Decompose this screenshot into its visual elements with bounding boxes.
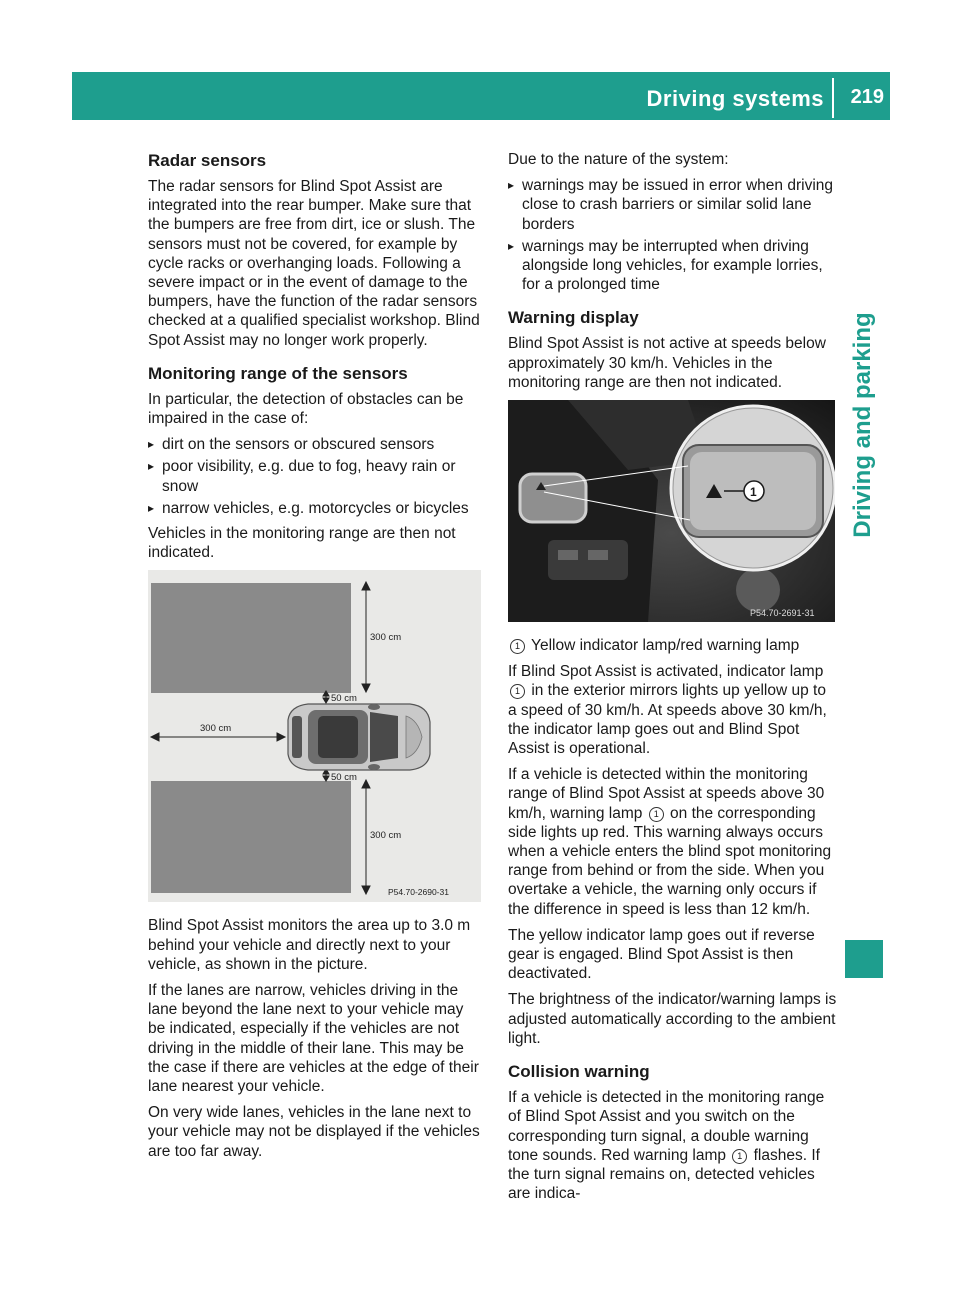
monitoring-intro: In particular, the detection of obstacles can be impaired in the case of: <box>148 390 464 428</box>
dim-label-50-top: 50 cm <box>331 693 357 705</box>
figure-code: P54.70-2690-31 <box>388 887 449 898</box>
dim-label-300-bottom: 300 cm <box>370 830 402 842</box>
header-divider <box>832 78 834 118</box>
chapter-label: Driving and parking <box>849 312 876 538</box>
list-item: ▸ poor visibility, e.g. due to fog, heavy rain or snow <box>148 457 483 495</box>
text-part: If Blind Spot Assist is activated, indicator lamp <box>508 663 824 681</box>
callout-number: 1 <box>750 485 757 500</box>
list-item: ▸ dirt on the sensors or obscured sensors <box>148 435 483 454</box>
text-part: If a vehicle is detected in the monitoring range of Blind Spot Assist and you switch on the corresponding turn signal, a double warning tone sounds. Red warning lamp <box>508 1089 825 1164</box>
dim-label-300-left: 300 cm <box>200 723 232 735</box>
callout-ref: 1 <box>649 807 664 822</box>
vehicle-top-view <box>288 704 430 770</box>
collision-warning-heading: Collision warning <box>508 1062 650 1082</box>
list-item: ▸ warnings may be interrupted when driving alongside long vehicles, for example lorries, for a prolonged time <box>508 237 838 295</box>
photo-code: P54.70-2691-31 <box>750 608 815 619</box>
callout-ref: 1 <box>510 684 525 699</box>
figure-legend <box>508 636 838 655</box>
text-part: in the exterior mirrors lights up yellow up to a speed of 30 km/h. At speeds above 30 km/h, the indicator lamp goes out and Blind Spot Assist is operational. <box>508 682 827 758</box>
nature-intro: Due to the nature of the system: <box>508 151 729 168</box>
left-column <box>148 150 483 1168</box>
collision-warning-text <box>508 1088 838 1203</box>
wide-lanes-text: On very wide lanes, vehicles in the lane next to your vehicle may not be displayed if the vehicles are too far away. <box>148 1104 480 1160</box>
text-part: flashes. If the turn signal remains on, detected vehicles are indica- <box>508 1146 820 1203</box>
list-item: ▸ narrow vehicles, e.g. motorcycles or bicycles <box>148 499 483 518</box>
warning-display-heading: Warning display <box>508 308 639 328</box>
header-bar <box>72 72 890 120</box>
monitoring-range-diagram <box>148 570 481 902</box>
reverse-gear-text: The yellow indicator lamp goes out if reverse gear is engaged. Blind Spot Assist is then deactivated. <box>508 926 815 983</box>
chapter-marker <box>845 940 883 978</box>
legend-number: 1 <box>510 639 525 654</box>
warning-display-text: Blind Spot Assist is not active at speeds below approximately 30 km/h. Vehicles in the monitoring range are then not indicated. <box>508 335 826 391</box>
monitoring-area-text: Blind Spot Assist monitors the area up to 3.0 m behind your vehicle and directly next to your vehicle, as shown in the picture. <box>148 917 471 973</box>
text-part: If a vehicle is detected within the monitoring range of Blind Spot Assist at speeds above 30 km/h, warning lamp <box>508 766 825 822</box>
page-number: 219 <box>850 86 884 108</box>
brightness-text: The brightness of the indicator/warning lamps is adjusted automatically according to the ambient light. <box>508 991 837 1047</box>
dim-label-50-bottom: 50 cm <box>331 772 357 784</box>
text-part: on the corresponding side lights up red. This warning always occurs when a vehicle enters the blind spot monitoring range from behind or from the side. When you overtake a vehicle, the warning only occurs if the difference in speed is less than 12 km/h. <box>508 804 832 918</box>
radar-sensors-text: The radar sensors for Blind Spot Assist are integrated into the rear bumper. Make sure that the bumpers are free from dirt, ice or slush. The sensors must not be covered, for example by cycle racks or overhanging loads. Following a severe impact or in the event of damage to the bumpers, have the function of the radar sensors checked at a qualified specialist workshop. Blind Spot Assist may no longer work properly. <box>148 178 480 349</box>
not-indicated-text: Vehicles in the monitoring range are then not indicated. <box>148 525 456 562</box>
zone-rear-right <box>151 781 351 893</box>
radar-sensors-heading: Radar sensors <box>148 151 267 170</box>
indicator-activation-text <box>508 662 838 758</box>
section-title: Driving systems <box>646 86 824 111</box>
monitoring-range-heading: Monitoring range of the sensors <box>148 363 408 383</box>
warning-red-text <box>508 765 838 919</box>
list-item: ▸ warnings may be issued in error when driving close to crash barriers or similar solid lane borders <box>508 176 838 234</box>
nature-list <box>508 176 838 294</box>
legend-text: Yellow indicator lamp/red warning lamp <box>531 637 800 655</box>
narrow-lanes-text: If the lanes are narrow, vehicles driving in the lane beyond the lane next to your vehicle may be indicated, especially if the vehicles are not driving in the middle of their lane. This may be the case if there are vehicles at the edge of their lane nearest your vehicle. <box>148 982 479 1096</box>
right-column <box>508 150 838 1210</box>
dim-label-300-top: 300 cm <box>370 632 402 644</box>
callout-ref: 1 <box>732 1149 747 1164</box>
obstacle-list <box>148 435 483 518</box>
chapter-side-tab <box>843 245 883 605</box>
mirror-indicator-photo <box>508 400 835 622</box>
zone-rear-left <box>151 583 351 693</box>
